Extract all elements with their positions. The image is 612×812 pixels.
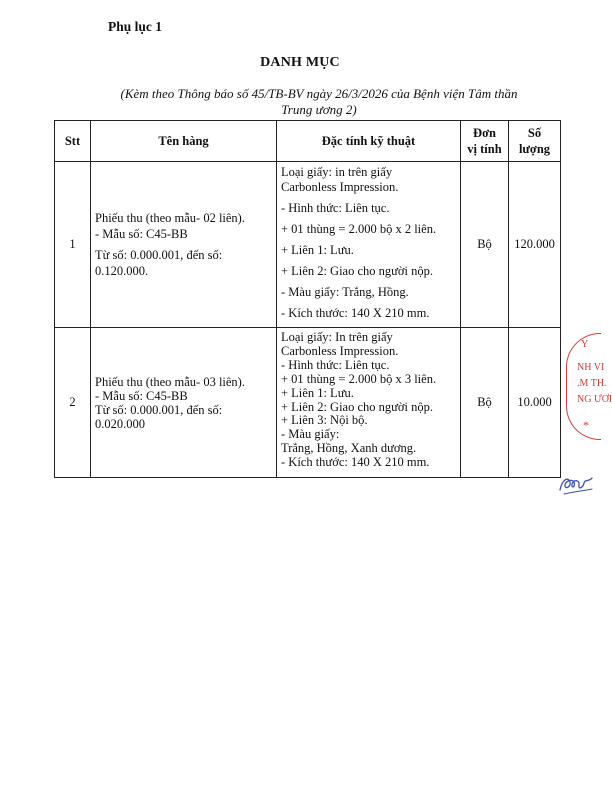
header-qty-line-1: Số [527,126,542,140]
table-row [55,162,561,328]
row-qty: 120.000 [509,162,561,328]
spec-line-text: Loại giấy: in trên giấy [281,165,393,179]
table-row [55,328,561,478]
header-unit [461,121,509,162]
item-name-line: - Mẫu số: C45-BB [95,227,188,241]
subtitle-line-1: (Kèm theo Thông báo số 45/TB-BV ngày 26/3/2026 của Bệnh viện Tâm thần [120,86,518,101]
row-spec [277,162,461,328]
header-name: Tên hàng [91,121,277,162]
spec-line: - Hình thức: Liên tục. [281,201,390,215]
appendix-label: Phụ lục 1 [108,19,163,34]
item-name-line: Phiếu thu (theo mẫu- 03 liên). [95,374,245,389]
spec-line: + Liên 1: Lưu. [281,243,354,257]
row-stt: 2 [55,328,91,478]
row-item-name [91,162,277,328]
document-title: DANH MỤC [260,55,340,70]
seal-star-icon: * [583,418,589,432]
header-qty-line-2: lượng [518,142,551,156]
spec-line: - Màu giấy: [281,427,340,442]
item-name-line: - Mẫu số: C45-BB [95,388,188,403]
document-subtitle [88,86,550,118]
spec-line: + Liên 3: Nội bộ. [281,413,368,428]
spec-line: + Liên 2: Giao cho người nộp. [281,264,434,278]
spec-line: - Màu giấy: Trắng, Hồng. [281,285,409,299]
spec-line: Loại giấy: In trên giấy [281,330,393,344]
header-stt: Stt [55,121,91,162]
table-header-row [55,121,561,162]
spec-line: + Liên 2: Giao cho người nộp. [281,399,434,414]
header-unit-line-1: Đơn [473,126,496,140]
spec-line [281,165,456,195]
spec-line-text: Carbonless Impression. [281,180,399,194]
spec-line: + Liên 1: Lưu. [281,385,354,400]
row-unit: Bộ [461,328,509,478]
subtitle-line-2: Trung ương 2) [281,102,357,117]
item-name-line: 0.020.000 [95,416,145,431]
spec-line: - Kích thước: 140 X 210 mm. [281,306,430,320]
signature-icon [556,470,596,498]
item-name-line: 0.120.000. [95,264,149,278]
row-unit: Bộ [461,162,509,328]
spec-line: - Kích thước: 140 X 210 mm. [281,455,430,470]
spec-line: + 01 thùng = 2.000 bộ x 3 liên. [281,371,437,386]
row-stt: 1 [55,162,91,328]
goods-table [54,120,561,478]
item-name-line: Phiếu thu (theo mẫu- 02 liên). [95,211,245,225]
official-seal [566,333,612,440]
item-name-line: Từ số: 0.000.001, đến số: [95,248,223,262]
spec-line: - Hình thức: Liên tục. [281,357,390,372]
spec-line: Carbonless Impression. [281,343,399,358]
seal-text-line-2: .M TH. [577,378,607,389]
seal-text-top: Y [581,339,589,350]
row-spec [277,328,461,478]
spec-line: Trắng, Hồng, Xanh dương. [281,441,417,456]
header-spec: Đặc tính kỹ thuật [277,121,461,162]
item-name-line: Từ số: 0.000.001, đến số: [95,402,223,417]
row-qty: 10.000 [509,328,561,478]
spec-line: + 01 thùng = 2.000 bộ x 2 liên. [281,222,437,236]
seal-text-line-3: NG ƯƠI [577,394,612,405]
seal-text-line-1: NH VI [577,362,605,373]
header-qty [509,121,561,162]
row-item-name [91,328,277,478]
header-unit-line-2: vị tính [467,142,502,156]
